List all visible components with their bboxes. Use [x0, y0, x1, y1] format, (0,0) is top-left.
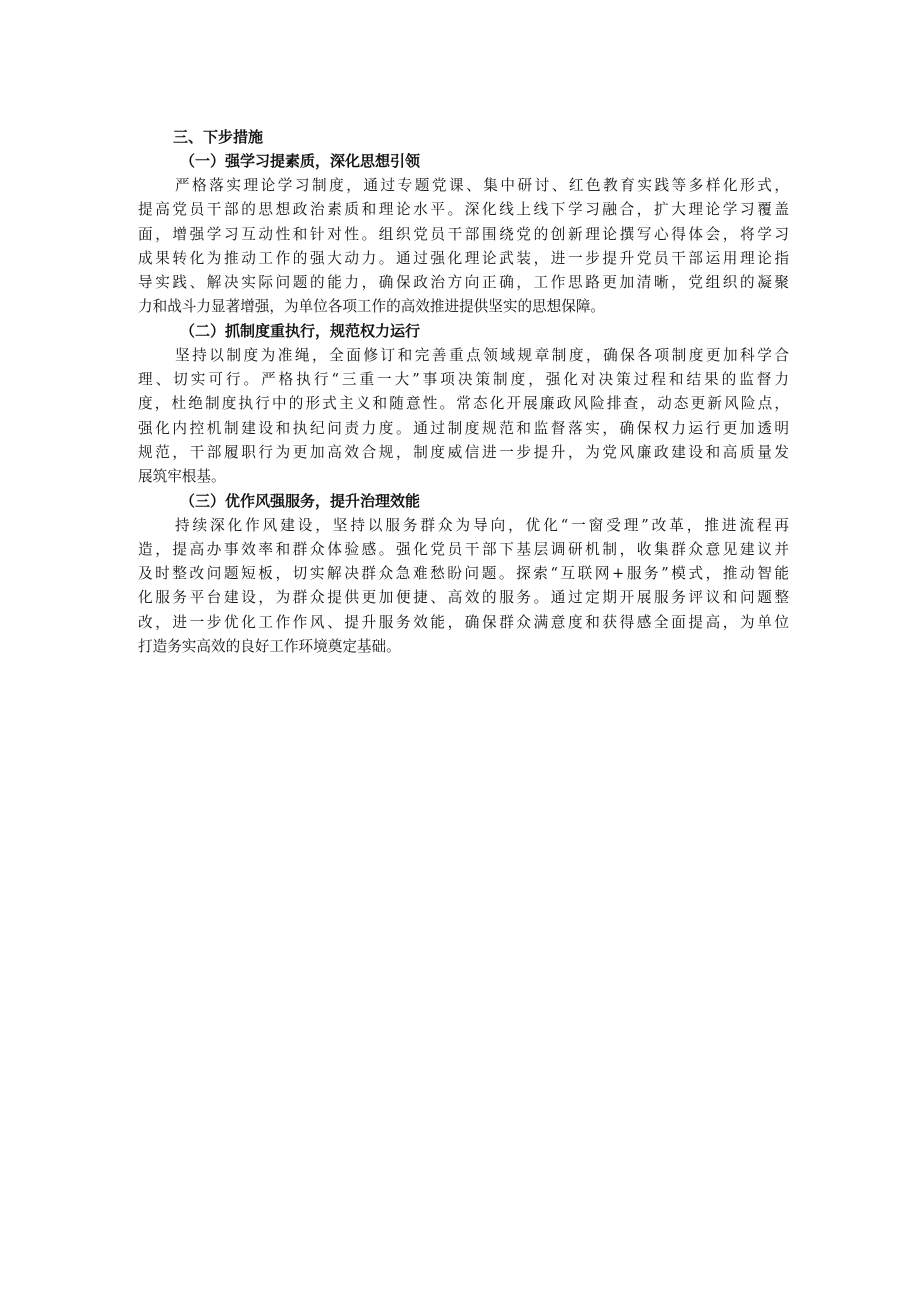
- paragraph-line: 严格落实理论学习制度，通过专题党课、集中研讨、红色教育实践等多样化形式，: [175, 177, 789, 194]
- subsection-paragraph-2: [138, 344, 789, 490]
- paragraph-line: 面，增强学习互动性和针对性。组织党员干部围绕党的创新理论撰写心得体会，将学习: [138, 225, 789, 243]
- section-heading: 三、下步措施: [173, 128, 264, 146]
- subsection-paragraph-3: [138, 514, 789, 660]
- paragraph-line: 坚持以制度为准绳，全面修订和完善重点领域规章制度，确保各项制度更加科学合: [175, 346, 789, 364]
- subsection-paragraph-1: [138, 174, 789, 320]
- paragraph-line: 力和战斗力显著增强，为单位各项工作的高效推进提供坚实的思想保障。: [138, 298, 606, 316]
- paragraph-line: 化服务平台建设，为群众提供更加便捷、高效的服务。通过定期开展服务评议和问题整: [138, 589, 789, 607]
- document-page: [138, 126, 789, 659]
- paragraph-line: 强化内控机制建设和执纪问责力度。通过制度规范和监督落实，确保权力运行更加透明: [138, 419, 789, 437]
- paragraph-line: 改，进一步优化工作作风、提升服务效能，确保群众满意度和获得感全面提高，为单位: [138, 613, 789, 631]
- paragraph-line: 度，杜绝制度执行中的形式主义和随意性。常态化开展廉政风险排查，动态更新风险点，: [138, 395, 789, 413]
- paragraph-line: 展筑牢根基。: [138, 468, 226, 486]
- paragraph-line: 理、切实可行。严格执行“三重一大”事项决策制度，强化对决策过程和结果的监督力: [138, 371, 789, 389]
- paragraph-line: 持续深化作风建设，坚持以服务群众为导向，优化“一窗受理”改革，推进流程再: [175, 516, 789, 534]
- subsection-heading-1: （一）强学习提素质，深化思想引领: [180, 152, 421, 170]
- paragraph-line: 造，提高办事效率和群众体验感。强化党员干部下基层调研机制，收集群众意见建议并: [138, 540, 789, 558]
- subsection-heading-3: （三）优作风强服务，提升治理效能: [180, 491, 421, 510]
- paragraph-line: 成果转化为推动工作的强大动力。通过强化理论武装，进一步提升党员干部运用理论指: [138, 249, 789, 267]
- paragraph-line: 提高党员干部的思想政治素质和理论水平。深化线上线下学习融合，扩大理论学习覆盖: [138, 201, 789, 219]
- subsection-heading-2: （二）抓制度重执行，规范权力运行: [180, 321, 421, 340]
- paragraph-line: 打造务实高效的良好工作环境奠定基础。: [138, 638, 401, 656]
- paragraph-line: 规范，干部履职行为更加高效合规，制度威信进一步提升，为党风廉政建设和高质量发: [138, 443, 789, 461]
- paragraph-line: 及时整改问题短板，切实解决群众急难愁盼问题。探索“互联网+服务”模式，推动智能: [138, 565, 789, 583]
- paragraph-line: 导实践、解决实际问题的能力，确保政治方向正确，工作思路更加清晰，党组织的凝聚: [138, 274, 789, 292]
